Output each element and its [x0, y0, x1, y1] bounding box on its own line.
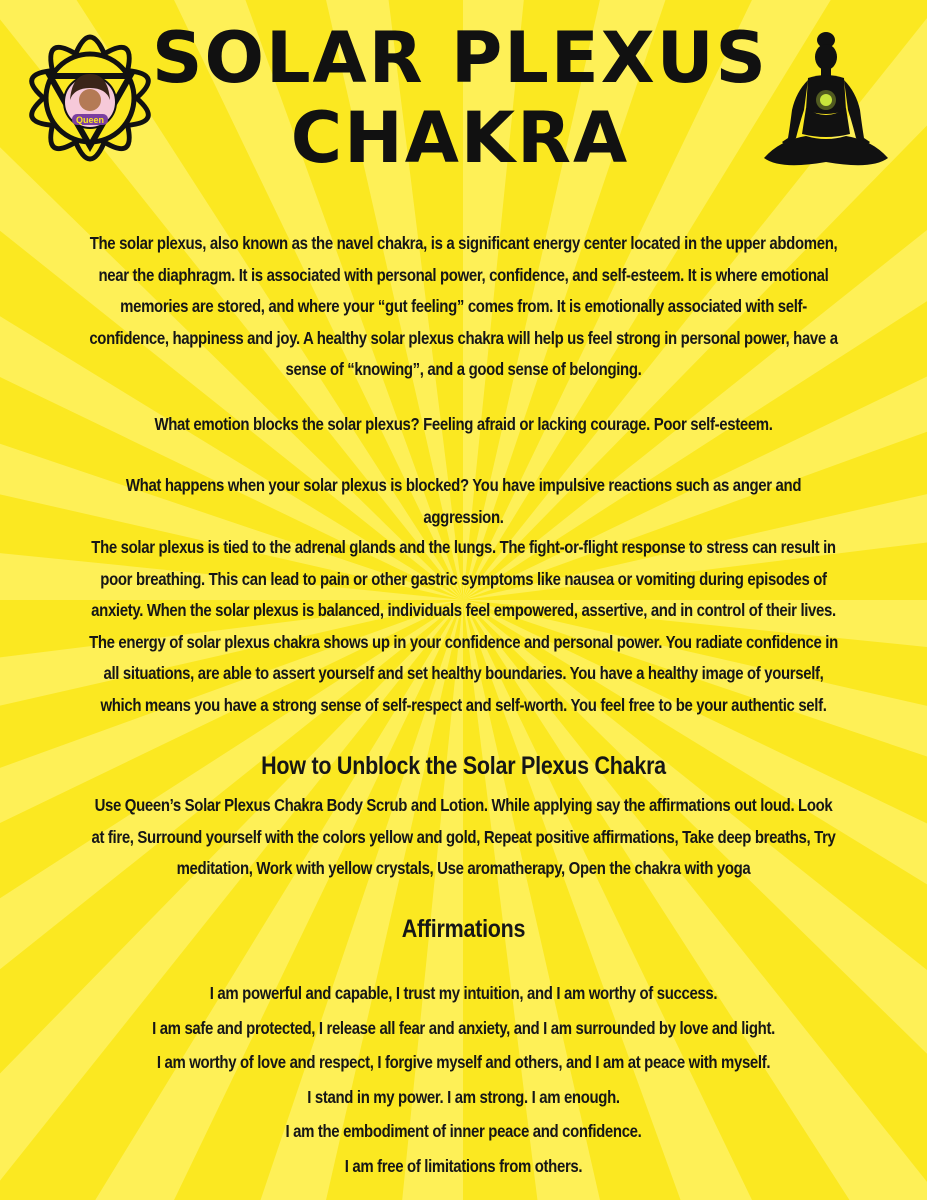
affirmations-heading: Affirmations [401, 915, 526, 943]
affirmation-item: I am safe and protected, I release all fear and anxiety, and I am surrounded by love and light. [152, 1017, 775, 1038]
title-line-2: CHAKRA [290, 97, 630, 179]
title-line-1: SOLAR PLEXUS [152, 17, 768, 99]
affirmation-item: I am powerful and capable, I trust my intuition, and I am worthy of success. [209, 983, 718, 1003]
affirmations-list [87, 976, 840, 1183]
page-title [150, 18, 770, 178]
unblock-heading: How to Unblock the Solar Plexus Chakra [261, 752, 666, 780]
intro-paragraph: The solar plexus, also known as the navel chakra, is a significant energy center located in the upper abdomen, near the diaphragm. It is associated with personal power, confidence, and self-esteem. It is where emotional memories are stored, and where your “gut feeling” comes from. It is emotionally associated with self-confidence, happiness and joy. A healthy solar plexus chakra will help us feel strong in personal power, have a sense of “knowing”, and a good sense of belonging. [89, 233, 838, 379]
unblock-tips: Use Queen’s Solar Plexus Chakra Body Scrub and Lotion. While applying say the affirmations out loud. Look at fire, Surround yourself with the colors yellow and gold, Repeat positive affirmations, Take deep breaths, Try meditation, Work with yellow crystals, Use aromatherapy, Open the chakra with yoga [91, 795, 836, 878]
affirmation-item: I am the embodiment of inner peace and confidence. [285, 1121, 642, 1141]
affirmation-item: I am free of limitations from others. [344, 1155, 583, 1176]
affirmation-item: I stand in my power. I am strong. I am enough. [307, 1086, 620, 1107]
blocks-question-paragraph: What emotion blocks the solar plexus? Feeling afraid or lacking courage. Poor self-esteem. [154, 414, 773, 434]
blocked-question-paragraph: What happens when your solar plexus is blocked? You have impulsive reactions such as anger and aggression. [125, 475, 802, 527]
affirmation-item: I am worthy of love and respect, I forgive myself and others, and I am at peace with myself. [156, 1052, 771, 1072]
logo-badge-text: Queen [75, 115, 105, 125]
details-paragraph: The solar plexus is tied to the adrenal glands and the lungs. The fight-or-flight response to stress can result in poor breathing. This can lead to pain or other gastric symptoms like nausea or vomiting during episodes of anxiety. When the solar plexus is balanced, individuals feel empowered, assertive, and in control of their lives. The energy of solar plexus chakra shows up in your confidence and personal power. You radiate confidence in all situations, are able to assert yourself and set healthy boundaries. You have a healthy image of yourself, which means you have a strong sense of self-respect and self-worth. You feel free to be your authentic self. [89, 537, 838, 715]
chakra-logo-icon [14, 22, 166, 174]
meditating-silhouette-icon [760, 30, 892, 180]
